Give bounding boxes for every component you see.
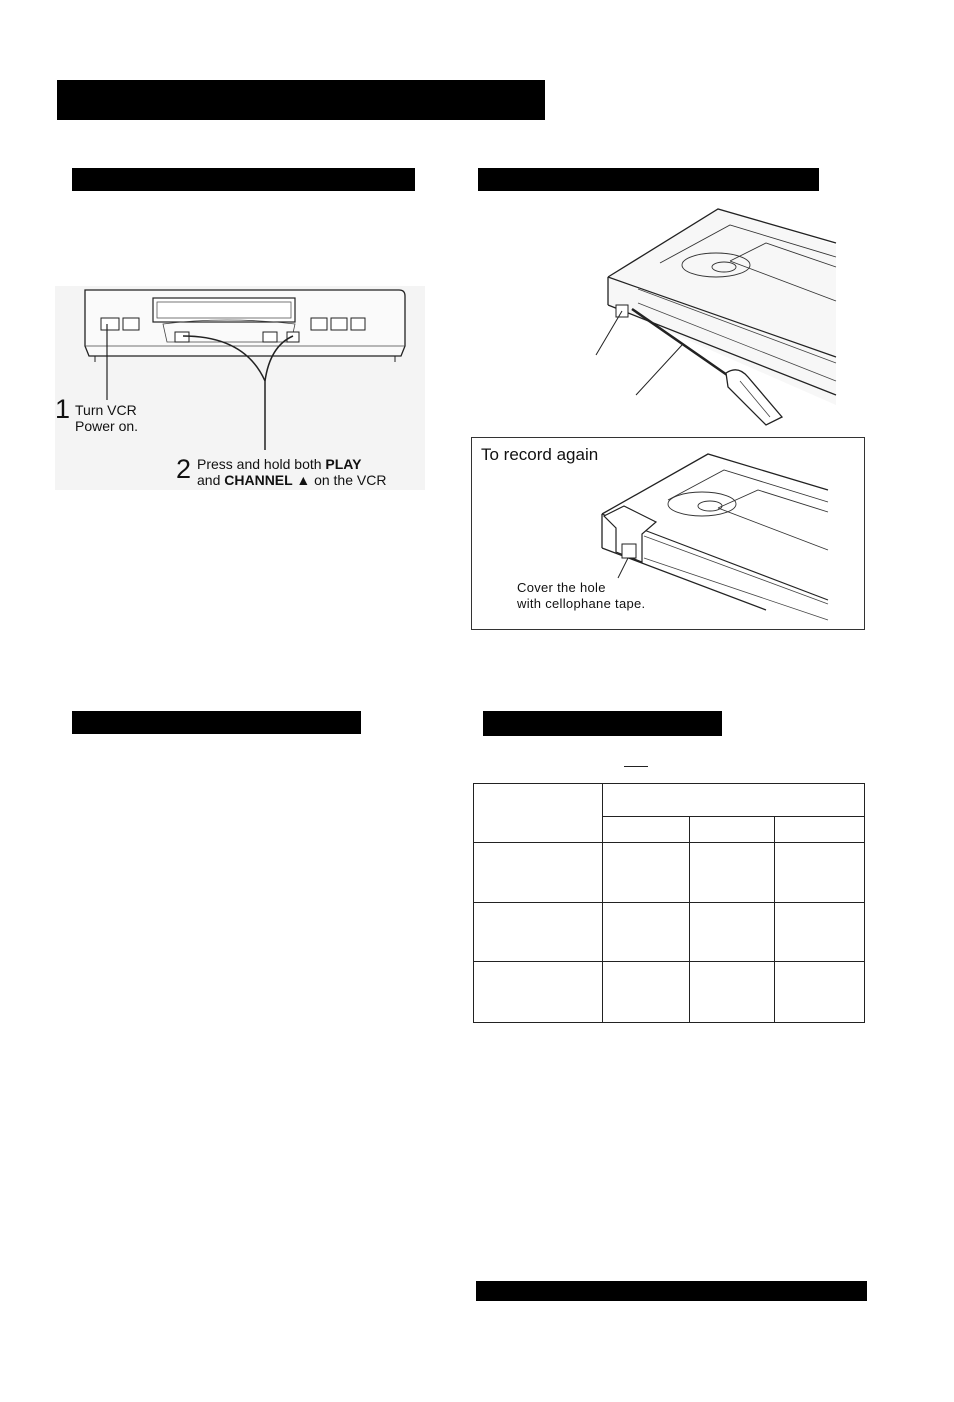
step-1-label-line1: Turn VCR — [75, 402, 137, 418]
table-cell — [775, 962, 865, 1023]
cassette-screwdriver-icon — [590, 205, 840, 425]
table-cell — [775, 843, 865, 903]
record-again-caption-line1: Cover the hole — [517, 580, 606, 595]
step-1-label-line2: Power on. — [75, 418, 139, 434]
section-header-bar-bottom-right — [476, 1281, 867, 1301]
record-again-caption-line2: with cellophane tape. — [517, 596, 646, 611]
step-2-line1-bold: PLAY — [325, 456, 362, 472]
table-cell — [474, 903, 603, 962]
table-cell — [474, 962, 603, 1023]
page-title-bar — [57, 80, 545, 120]
section-header-bar-top-right — [478, 168, 819, 191]
step-2-line1-text: Press and hold both — [197, 456, 326, 472]
tape-time-table — [473, 783, 865, 1023]
step-2-line2-bold: CHANNEL ▲ — [224, 472, 311, 488]
table-cell — [603, 903, 690, 962]
step-2-label-line2 — [197, 472, 386, 488]
table-corner-cell — [474, 784, 603, 843]
section-header-bar-mid-left — [72, 711, 361, 734]
step-2-number: 2 — [176, 454, 192, 484]
table-cell — [474, 843, 603, 903]
step-2-line2-text-a: and — [197, 472, 225, 488]
underline-mark — [624, 766, 648, 767]
table-cell — [603, 843, 690, 903]
table-subheader-cell — [603, 817, 690, 843]
table-header-span-cell — [603, 784, 865, 817]
table-subheader-cell — [775, 817, 865, 843]
table-subheader-cell — [690, 817, 775, 843]
step-2-line2-text-b: on the VCR — [310, 472, 387, 488]
record-again-title: To record again — [481, 445, 599, 464]
section-header-bar-top-left — [72, 168, 415, 191]
table-cell — [690, 843, 775, 903]
section-header-bar-mid-right — [483, 711, 722, 736]
table-cell — [603, 962, 690, 1023]
table-cell — [775, 903, 865, 962]
table-cell — [690, 962, 775, 1023]
table-cell — [690, 903, 775, 962]
step-1-number: 1 — [55, 394, 71, 424]
step-2-label-line1 — [197, 456, 361, 472]
cassette-taped-icon — [598, 450, 832, 620]
